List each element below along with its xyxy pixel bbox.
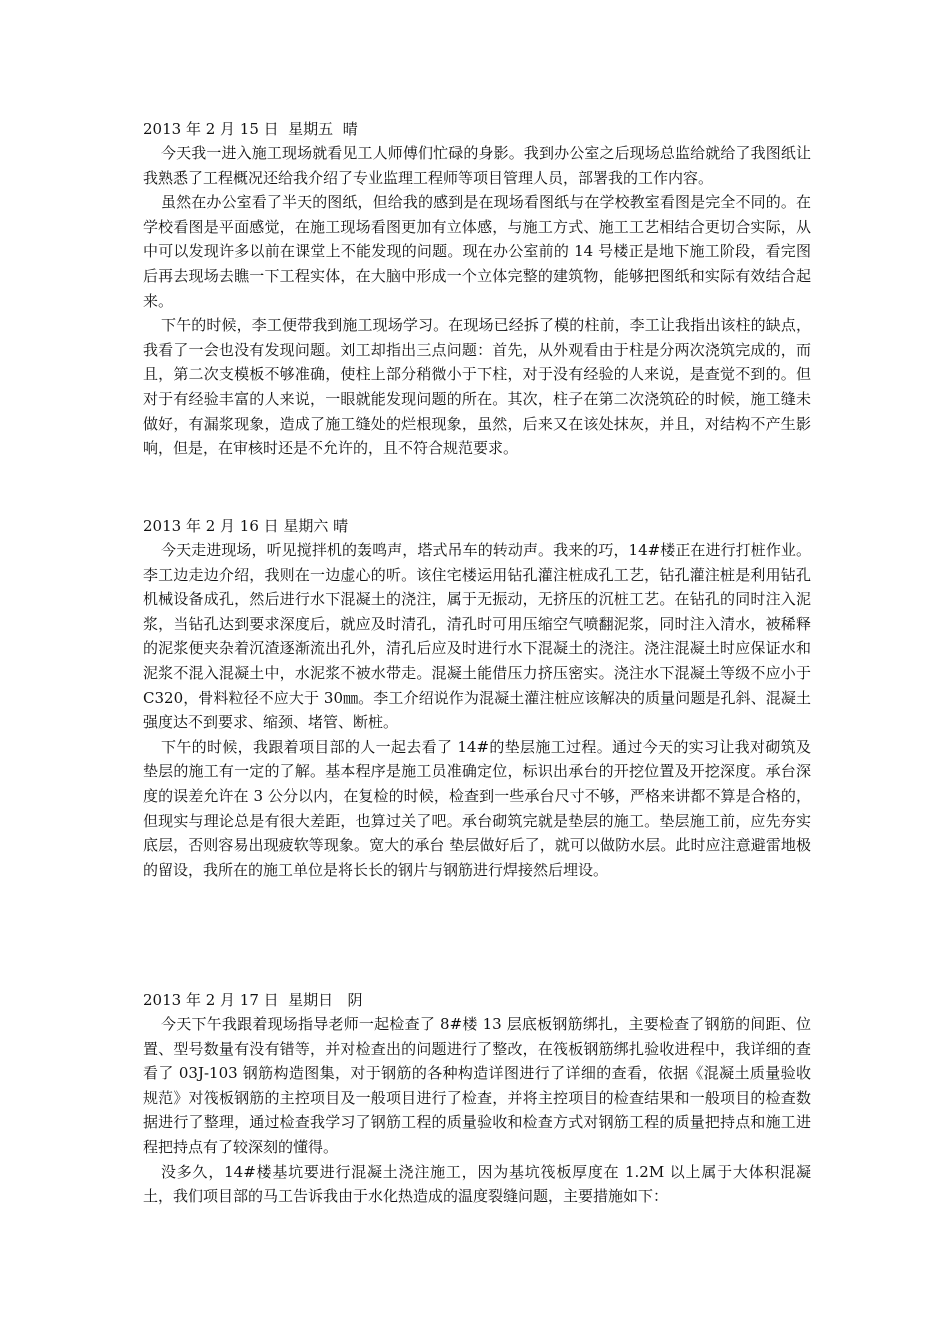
entry-date: 2013 年 2 月 15 日 星期五 晴 bbox=[143, 120, 358, 138]
entry-paragraph: 下午的时候，我跟着项目部的人一起去看了 14#的垫层施工过程。通过今天的实习让我对砌筑及垫层的施工有一定的了解。基本程序是施工员准确定位，标识出承台的开挖位置及开挖深度。承台深度的误差允许在 3 公分以内，在复检的时候，检查到一些承台尺寸不够，严格来讲都不算是合格的，但现实与理论总是有很大差距，也算过关了吧。承台砌筑完就是垫层的施工。垫层施工前，应先夯实底层，否则容易出现疲软等现象。宽大的承台 垫层做好后了，就可以做防水层。此时应注意避雷地极的留设，我所在的施工单位是将长长的钢片与钢筋进行焊接然后埋设。 bbox=[143, 737, 811, 879]
entry-paragraph: 今天我一进入施工现场就看见工人师傅们忙碌的身影。我到办公室之后现场总监给就给了我图纸让我熟悉了工程概况还给我介绍了专业监理工程师等项目管理人员，部署我的工作内容。 bbox=[143, 144, 811, 187]
entry-date: 2013 年 2 月 17 日 星期日 阴 bbox=[143, 991, 363, 1009]
entry-paragraph: 没多久，14#楼基坑要进行混凝土浇注施工，因为基坑筏板厚度在 1.2M 以上属于大体积混凝土，我们项目部的马工告诉我由于水化热造成的温度裂缝问题，主要措施如下： bbox=[143, 1162, 811, 1206]
entry-paragraph: 虽然在办公室看了半天的图纸，但给我的感到是在现场看图纸与在学校教室看图是完全不同的。在学校看图是平面感觉，在施工现场看图更加有立体感，与施工方式、施工工艺相结合更切合实际，从中可以发现许多以前在课堂上不能发现的问题。现在办公室前的 14 号楼正是地下施工阶段，看完图后再去现场去瞧一下工程实体，在大脑中形成一个立体完整的建筑物，能够把图纸和实际有效结合起来。 bbox=[143, 193, 811, 310]
diary-entry bbox=[143, 514, 811, 882]
entry-paragraph: 今天走进现场，听见搅拌机的轰鸣声，塔式吊车的转动声。我来的巧，14#楼正在进行打桩作业。李工边走边介绍，我则在一边虚心的听。该住宅楼运用钻孔灌注桩成孔工艺，钻孔灌注桩是利用钻孔机械设备成孔，然后进行水下混凝土的浇注，属于无振动，无挤压的沉桩工艺。在钻孔的同时注入泥浆，当钻孔达到要求深度后，就应及时清孔，清孔时可用压缩空气喷翻泥浆，同时注入清水，被稀释的泥浆便夹杂着沉渣逐渐流出孔外，清孔后应及时进行水下混凝土的浇注。浇注混凝土时应保证水和泥浆不混入混凝土中，水泥浆不被水带走。混凝土能借压力挤压密实。浇注水下混凝土等级不应小于 C320，骨料粒径不应大于 30㎜。李工介绍说作为混凝土灌注桩应该解决的质量问题是孔斜、混凝土强度达不到要求、缩颈、堵管、断桩。 bbox=[143, 541, 811, 732]
diary-entry bbox=[143, 988, 811, 1209]
diary-entry bbox=[143, 117, 811, 461]
entry-paragraph: 今天下午我跟着现场指导老师一起检查了 8#楼 13 层底板钢筋绑扎，主要检查了钢筋的间距、位置、型号数量有没有错等，并对检查出的问题进行了整改，在筏板钢筋绑扎验收进程中，我详细的查看了 03J-103 钢筋构造图集，对于钢筋的各种构造详图进行了详细的查看，依据《混凝土质量验收规范》对筏板钢筋的主控项目及一般项目进行了检查，并将主控项目的检查结果和一般项目的检查数据进行了整理，通过检查我学习了钢筋工程的质量验收和检查方式对钢筋工程的质量把持点和施工进程把持点有了较深刻的懂得。 bbox=[143, 1015, 811, 1156]
entry-paragraph: 下午的时候，李工便带我到施工现场学习。在现场已经拆了模的柱前，李工让我指出该柱的缺点，我看了一会也没有发现问题。刘工却指出三点问题：首先，从外观看由于柱是分两次浇筑完成的，而且，第二次支模板不够准确，使柱上部分稍微小于下柱，对于没有经验的人来说，是查觉不到的。但对于有经验丰富的人来说，一眼就能发现问题的所在。其次，柱子在第二次浇筑砼的时候，施工缝未做好，有漏浆现象，造成了施工缝处的烂根现象，虽然，后来又在该处抹灰，并且，对结构不产生影响，但是，在审核时还是不允许的，且不符合规范要求。 bbox=[143, 316, 811, 458]
entry-date: 2013 年 2 月 16 日 星期六 晴 bbox=[143, 517, 349, 535]
